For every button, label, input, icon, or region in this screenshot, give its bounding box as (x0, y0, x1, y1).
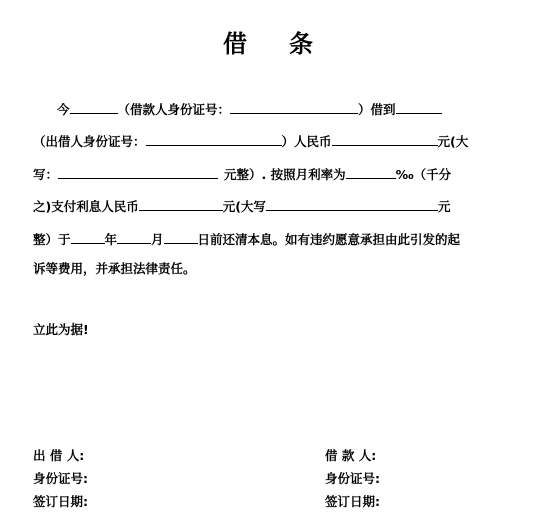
blank-year (71, 231, 105, 244)
blank-amount-capital (58, 166, 218, 179)
blank-rate (346, 166, 396, 179)
blank-lender-id (146, 133, 282, 146)
text-rmb: ）人民币 (281, 134, 332, 149)
borrower-date-label: 签订日期: (325, 494, 380, 509)
text-daxie: 元(大写 (222, 199, 266, 214)
text-legal-responsibility: 诉等费用，并承担法律责任。 (33, 261, 196, 276)
blank-borrower-id (230, 101, 358, 114)
closing-line (33, 322, 89, 338)
lender-id-label: 身份证号: (33, 471, 88, 486)
blank-date (70, 101, 118, 114)
text-zheng-yu: 整）于 (33, 232, 71, 247)
document-title (0, 24, 536, 59)
lender-label: 出 借 人: (33, 448, 85, 463)
body-line-6 (33, 261, 196, 277)
body-line-3 (33, 166, 451, 183)
blank-month (117, 231, 151, 244)
text-xie: 写： (33, 167, 59, 182)
text-per-mille: ‰（千分 (395, 167, 452, 182)
text-borrowed-from: ）借到 (358, 102, 396, 117)
lender-date-label: 签订日期: (33, 494, 88, 509)
text-year: 年 (104, 232, 118, 247)
text-yuan: 元 (437, 199, 451, 214)
borrower-label: 借 款 人: (325, 448, 377, 463)
text-closing: 立此为据! (33, 322, 89, 337)
blank-interest-capital (266, 198, 438, 211)
text-interest: 之)支付利息人民币 (33, 199, 139, 214)
body-line-4 (33, 198, 450, 215)
title-char-2: 条 (289, 29, 313, 58)
text-lender-id-label: （出借人身份证号： (33, 134, 146, 149)
body-line-5 (33, 231, 460, 248)
body-line-2 (33, 133, 468, 150)
body-line-1 (57, 101, 442, 118)
blank-interest (139, 198, 223, 211)
blank-day (164, 231, 198, 244)
text-yuan-da: 元(大 (437, 134, 469, 149)
blank-amount (332, 133, 438, 146)
borrower-id-label: 身份证号: (325, 471, 380, 486)
text-monthly-rate: 元整）. 按照月利率为 (224, 167, 346, 182)
blank-lender-name (396, 101, 442, 114)
text-jin: 今 (57, 102, 70, 117)
text-repay-terms: 日前还清本息。如有违约愿意承担由此引发的起 (197, 232, 461, 247)
title-char-1: 借 (223, 29, 247, 58)
text-borrower-id-label: （借款人身份证号： (117, 102, 231, 117)
text-month: 月 (151, 232, 164, 247)
